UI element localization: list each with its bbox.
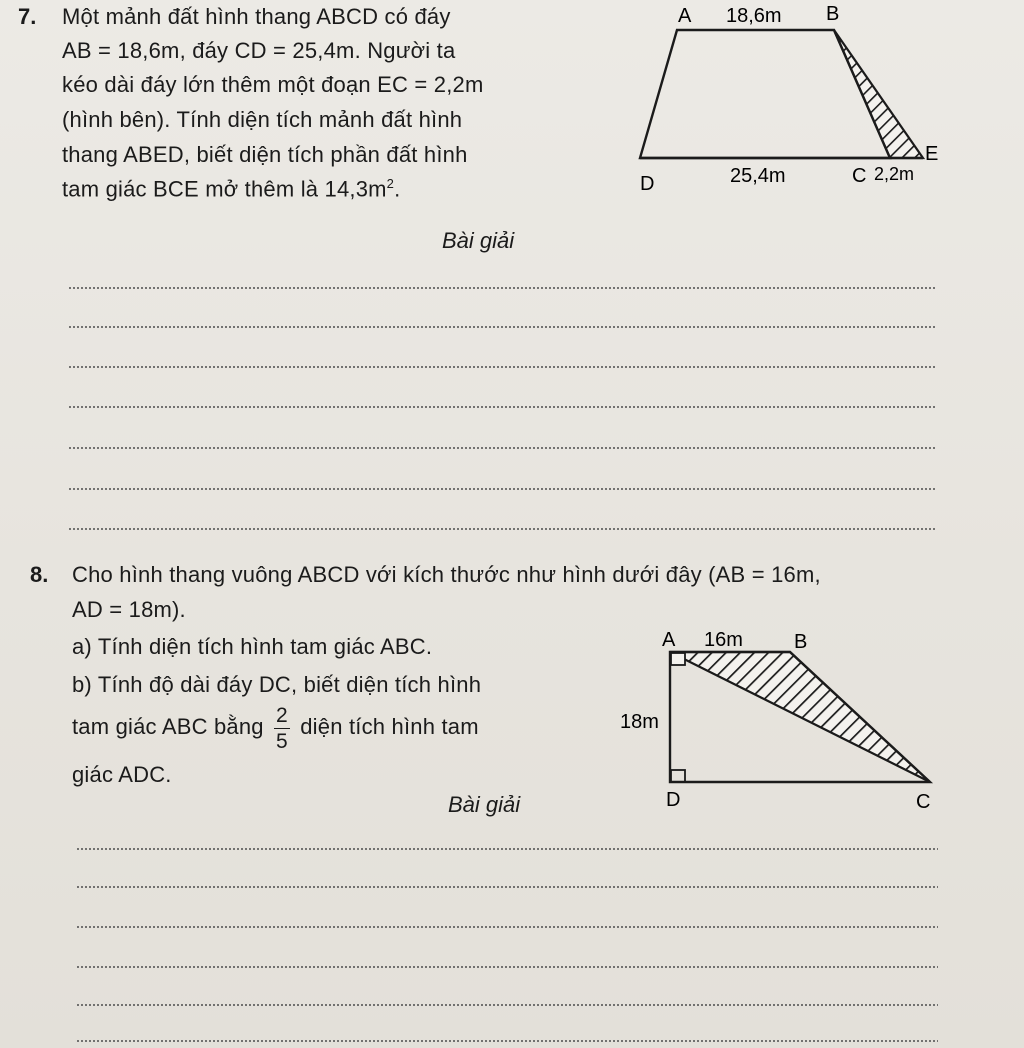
label-a: A (662, 629, 676, 651)
square-exponent: 2 (386, 176, 395, 191)
answer-line[interactable] (76, 926, 938, 928)
label-c: C (916, 791, 931, 813)
answer-line[interactable] (76, 1040, 938, 1042)
answer-line[interactable] (68, 528, 936, 530)
problem-8-part-b-line2 (72, 702, 479, 752)
answer-line[interactable] (68, 488, 936, 490)
label-ce: 2,2m (874, 164, 915, 184)
problem-8-line: AD = 18m). (72, 597, 186, 622)
label-d: D (640, 173, 655, 195)
problem-8-part-b: b) Tính độ dài đáy DC, biết diện tích hình (72, 672, 482, 697)
label-a: A (678, 5, 692, 27)
answer-line[interactable] (68, 287, 936, 289)
triangle-abc (670, 652, 930, 782)
label-ab: 16m (704, 629, 743, 651)
answer-line[interactable] (68, 406, 936, 408)
answer-line[interactable] (76, 1004, 938, 1006)
label-c: C (852, 165, 867, 187)
label-d: D (666, 789, 681, 811)
figure-right-trapezoid-abcd (612, 624, 942, 820)
problem-7-line: thang ABED, biết diện tích phần đất hình (62, 142, 468, 167)
fraction-two-fifths (274, 705, 290, 752)
problem-7-area-text: tam giác BCE mở thêm là 14,3m (62, 176, 387, 202)
problem-8-part-b-line3: giác ADC. (72, 762, 172, 787)
solution-heading-8: Bài giải (448, 792, 521, 817)
solution-heading-7: Bài giải (442, 228, 515, 253)
answer-line[interactable] (76, 848, 938, 850)
answer-line[interactable] (68, 326, 936, 328)
label-ab: 18,6m (726, 5, 782, 27)
right-angle-mark-a (671, 653, 685, 665)
problem-7-line: kéo dài đáy lớn thêm một đoạn EC = 2,2m (62, 72, 484, 97)
label-b: B (826, 3, 840, 25)
figure-trapezoid-abed (626, 0, 956, 196)
period: . (394, 176, 401, 202)
right-angle-mark-d (671, 770, 685, 782)
problem-7-line (62, 176, 400, 202)
answer-line[interactable] (68, 366, 936, 368)
label-dc: 25,4m (730, 165, 786, 187)
problem-7-number: 7. (18, 4, 37, 29)
label-e: E (925, 143, 939, 165)
problem-7-line: AB = 18,6m, đáy CD = 25,4m. Người ta (62, 38, 456, 63)
problem-8-part-a: a) Tính diện tích hình tam giác ABC. (72, 634, 433, 659)
fraction-denominator: 5 (276, 729, 288, 753)
problem-8-number: 8. (30, 562, 49, 587)
problem-8-line: Cho hình thang vuông ABCD với kích thước như hình dưới đây (AB = 16m, (72, 562, 821, 587)
part-b-text: tam giác ABC bằng (72, 714, 264, 739)
fraction-numerator: 2 (276, 703, 288, 727)
part-b-text: diện tích hình tam (300, 714, 479, 739)
problem-7-line: Một mảnh đất hình thang ABCD có đáy (62, 4, 451, 29)
label-b: B (794, 631, 808, 653)
triangle-bce (834, 30, 923, 158)
label-ad: 18m (620, 711, 659, 733)
problem-7-line: (hình bên). Tính diện tích mảnh đất hình (62, 107, 463, 132)
answer-line[interactable] (76, 966, 938, 968)
answer-line[interactable] (76, 886, 938, 888)
answer-line[interactable] (68, 447, 936, 449)
trapezoid-abcd (640, 30, 890, 158)
